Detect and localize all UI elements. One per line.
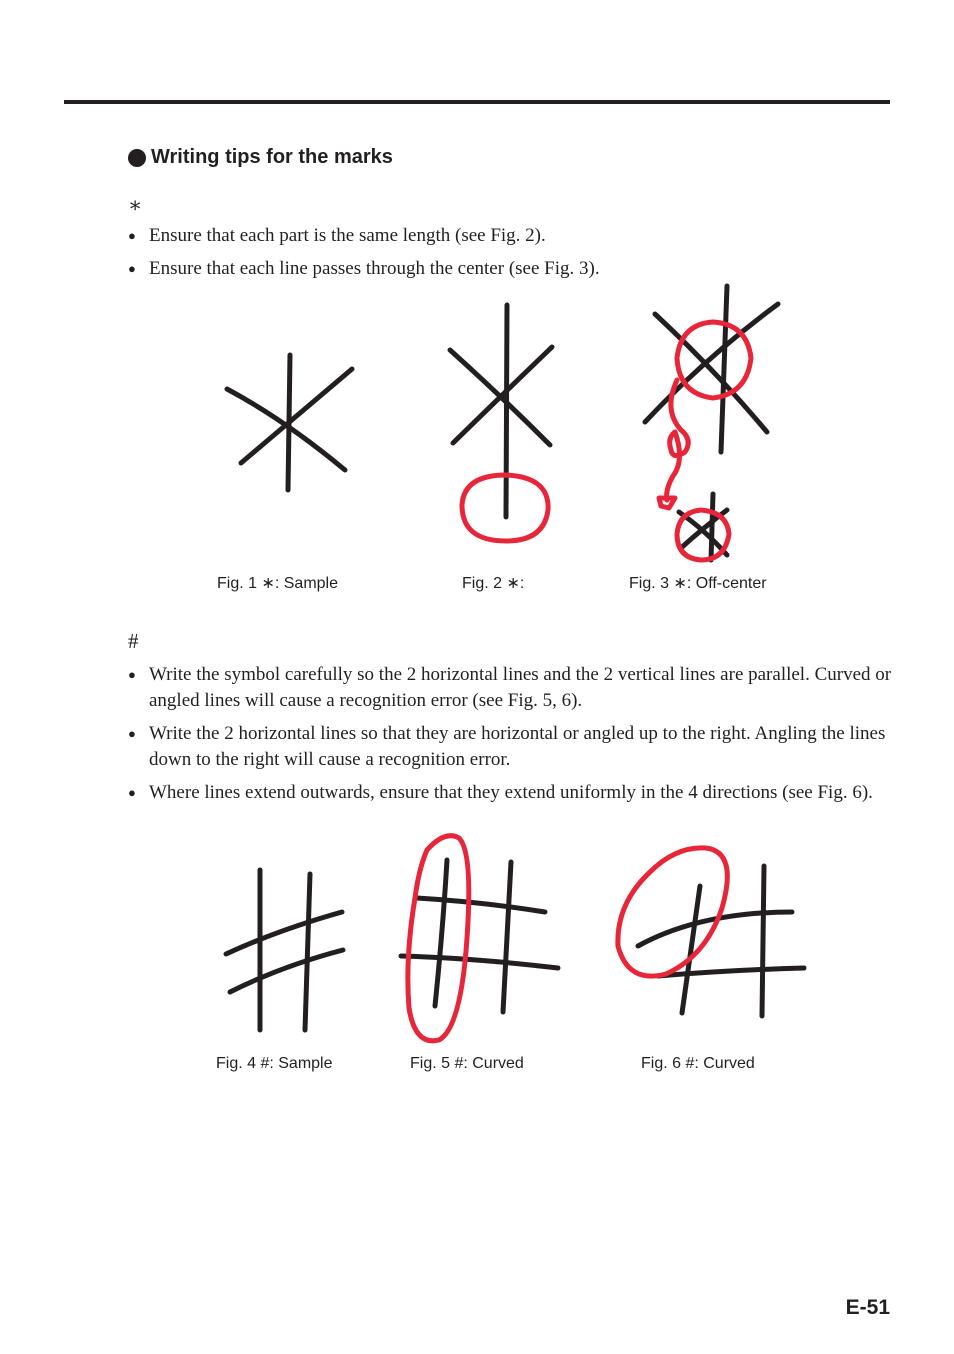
fig5-hash-curved bbox=[393, 828, 568, 1048]
bullet-icon: ● bbox=[128, 726, 136, 741]
fig3-asterisk-off-center bbox=[635, 280, 785, 570]
fig3-caption: Fig. 3 ∗: Off-center bbox=[629, 575, 767, 592]
bullet-icon: ● bbox=[128, 667, 136, 682]
list-item: ● Where lines extend outwards, ensure that they extend uniformly in the 4 directions (see Fig. 6). bbox=[128, 780, 898, 806]
fig1-asterisk-sample bbox=[215, 345, 365, 500]
bullet-icon: ● bbox=[128, 785, 136, 800]
fig1-caption: Fig. 1 ∗: Sample bbox=[217, 575, 339, 592]
bullet-icon: ● bbox=[128, 228, 136, 243]
bullet-icon: ● bbox=[128, 261, 136, 276]
fig4-hash-sample bbox=[218, 862, 353, 1037]
asterisk-symbol: ∗ bbox=[128, 193, 143, 217]
fig4-caption: Fig. 4 #: Sample bbox=[216, 1055, 333, 1072]
top-rule bbox=[64, 100, 890, 104]
fig6-hash-curved bbox=[610, 838, 810, 1023]
list-item: ● Ensure that each part is the same length (see Fig. 2). bbox=[128, 223, 898, 249]
list-item: ● Write the symbol carefully so the 2 horizontal lines and the 2 vertical lines are parallel. Curved or angled lines will cause a recognition error (see Fig. 5, 6). bbox=[128, 664, 892, 711]
fig6-caption: Fig. 6 #: Curved bbox=[641, 1055, 755, 1072]
section-heading bbox=[128, 146, 393, 169]
list-item: ● Write the 2 horizontal lines so that they are horizontal or angled up to the right. Angling the lines down to the right will cause a recognition error. bbox=[128, 723, 886, 770]
section-title: Writing tips for the marks bbox=[151, 146, 393, 168]
fig2-asterisk-unequal bbox=[440, 295, 570, 550]
fig2-caption: Fig. 2 ∗: bbox=[462, 575, 525, 592]
hash-tips bbox=[128, 662, 898, 813]
bullet-circle-icon bbox=[128, 149, 146, 167]
hash-symbol: # bbox=[128, 629, 139, 653]
page-number: E-51 bbox=[845, 1296, 890, 1319]
list-item: ● Ensure that each line passes through the center (see Fig. 3). bbox=[128, 256, 898, 282]
fig5-caption: Fig. 5 #: Curved bbox=[410, 1055, 524, 1072]
